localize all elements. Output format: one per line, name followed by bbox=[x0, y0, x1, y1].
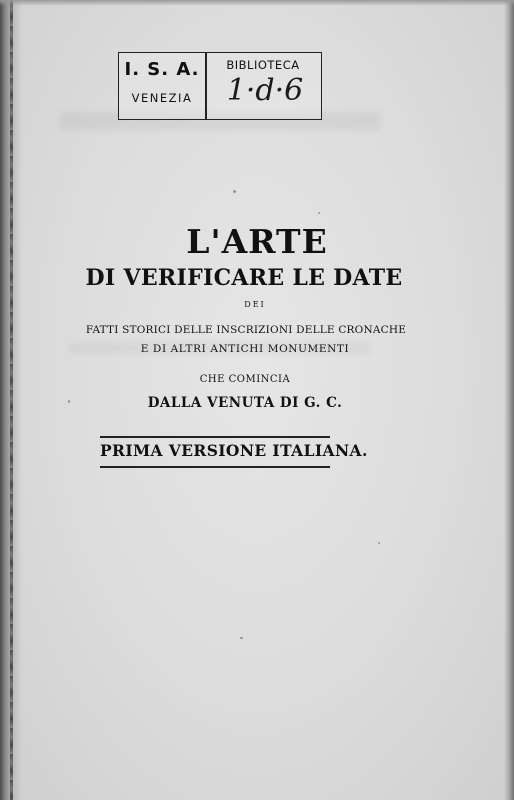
stamp-institution: I. S. A. bbox=[124, 59, 200, 80]
rule-bottom bbox=[100, 466, 330, 468]
page-top-edge bbox=[0, 0, 514, 6]
paper-speck bbox=[68, 400, 70, 403]
paper-speck bbox=[318, 212, 320, 214]
paper-speck bbox=[233, 190, 236, 193]
stamp-shelfmark: 1·d·6 bbox=[226, 73, 304, 108]
title-main: L'ARTE bbox=[186, 222, 328, 261]
title-line-comincia: CHE COMINCIA bbox=[199, 374, 291, 385]
title-connector: DEI bbox=[244, 300, 266, 309]
stamp-library-label: BIBLIOTECA bbox=[226, 58, 300, 72]
title-line-fatti: FATTI STORICI DELLE INSCRIZIONI DELLE CRONACHE bbox=[85, 324, 407, 336]
library-stamp bbox=[118, 52, 322, 120]
paper-speck bbox=[240, 637, 243, 639]
edition-statement: PRIMA VERSIONE ITALIANA. bbox=[100, 441, 368, 460]
title-subtitle: DI VERIFICARE LE DATE bbox=[85, 265, 403, 291]
title-line-monumenti: E DI ALTRI ANTICHI MONUMENTI bbox=[140, 343, 350, 355]
paper-speck bbox=[378, 542, 380, 544]
rule-top bbox=[100, 436, 330, 438]
title-line-venuta: DALLA VENUTA DI G. C. bbox=[147, 395, 343, 411]
stamp-city: VENEZIA bbox=[131, 91, 193, 105]
binding-edge bbox=[10, 0, 13, 800]
page-right-edge bbox=[504, 0, 514, 800]
